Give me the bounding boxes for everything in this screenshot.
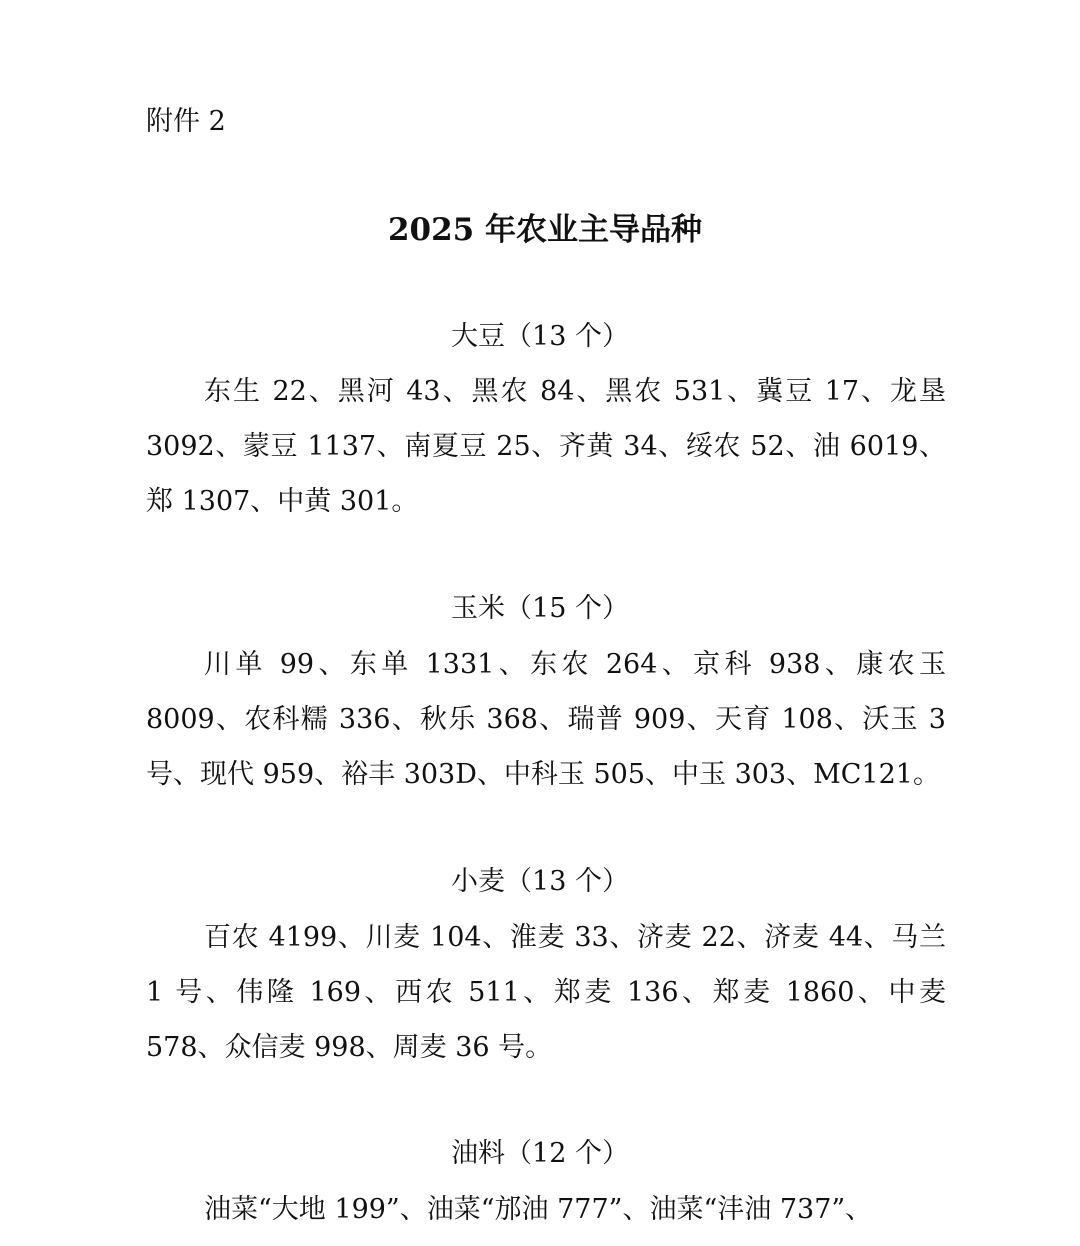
section-heading-corn: 玉米（15 个） xyxy=(451,593,629,624)
section-heading-soybean: 大豆（13 个） xyxy=(451,321,629,352)
section-body-wheat: 百农 4199、川麦 104、淮麦 33、济麦 22、济麦 44、马兰 1 号、伟隆 169、西农 511、郑麦 136、郑麦 1860、中麦 578、众信麦 998、周麦 36 号。 xyxy=(146,922,946,1063)
section-body-oilseed: 油菜“大地 199”、油菜“邡油 777”、油菜“沣油 737”、 xyxy=(204,1194,873,1225)
section-body-corn: 川单 99、东单 1331、东农 264、京科 938、康农玉 8009、农科糯 336、秋乐 368、瑞普 909、天育 108、沃玉 3 号、现代 959、裕丰 303D、中科玉 505、中玉 303、MC121。 xyxy=(146,649,946,790)
section-body-soybean: 东生 22、黑河 43、黑农 84、黑农 531、冀豆 17、龙垦 3092、蒙豆 1137、南夏豆 25、齐黄 34、绥农 52、油 6019、郑 1307、中黄 301。 xyxy=(146,376,946,517)
attachment-label: 附件 2 xyxy=(146,106,226,137)
section-heading-wheat: 小麦（13 个） xyxy=(451,866,629,897)
document-title: 2025 年农业主导品种 xyxy=(387,212,703,248)
section-heading-oilseed: 油料（12 个） xyxy=(451,1138,629,1169)
